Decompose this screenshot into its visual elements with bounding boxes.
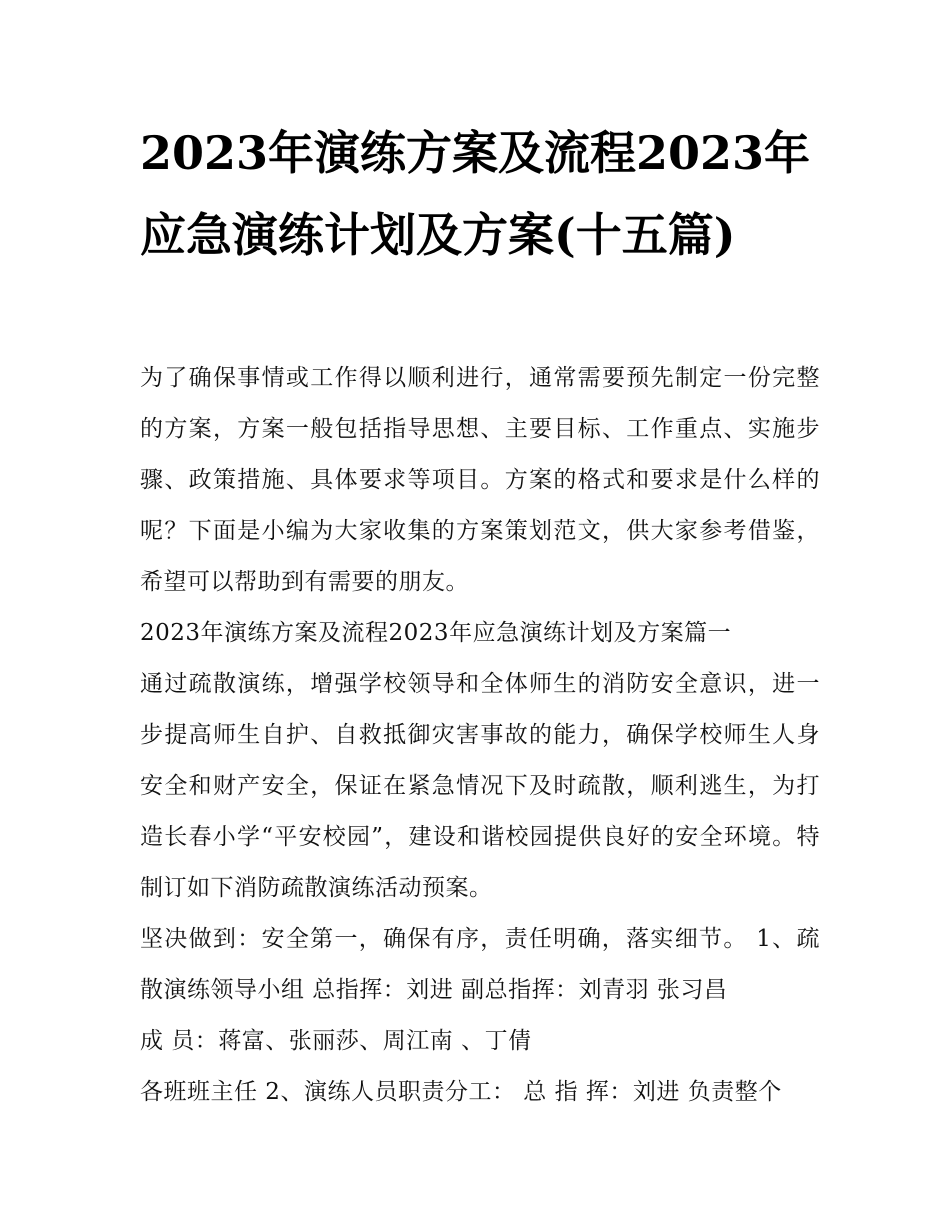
section-heading: 2023年演练方案及流程2023年应急演练计划及方案篇一: [140, 620, 732, 646]
intro-paragraph: 为了确保事情或工作得以顺利进行，通常需要预先制定一份完整的方案，方案一般包括指导思想、主要目标、工作重点、实施步骤、政策措施、具体要求等项目。方案的格式和要求是什么样的呢？下面是小编为大家收集的方案策划范文，供大家参考借鉴，希望可以帮助到有需要的朋友。: [140, 365, 820, 595]
members-paragraph: 成 员：蒋富、张丽莎、周江南 、丁倩: [140, 1028, 532, 1054]
document-body: [140, 353, 820, 1118]
duties-paragraph: 各班班主任 2、演练人员职责分工： 总 指 挥：刘进 负责整个: [140, 1079, 782, 1105]
principle-paragraph: 坚决做到：安全第一，确保有序，责任明确，落实细节。 1、疏散演练领导小组 总指挥：刘进 副总指挥：刘青羽 张习昌: [140, 926, 820, 1003]
purpose-paragraph: 通过疏散演练，增强学校领导和全体师生的消防安全意识，进一步提高师生自护、自救抵御灾害事故的能力，确保学校师生人身安全和财产安全，保证在紧急情况下及时疏散，顺利逃生，为打造长春小学“平安校园”，建设和谐校园提供良好的安全环境。特制订如下消防疏散演练活动预案。: [140, 671, 820, 901]
document-title: 2023年演练方案及流程2023年应急演练计划及方案(十五篇): [140, 126, 811, 262]
